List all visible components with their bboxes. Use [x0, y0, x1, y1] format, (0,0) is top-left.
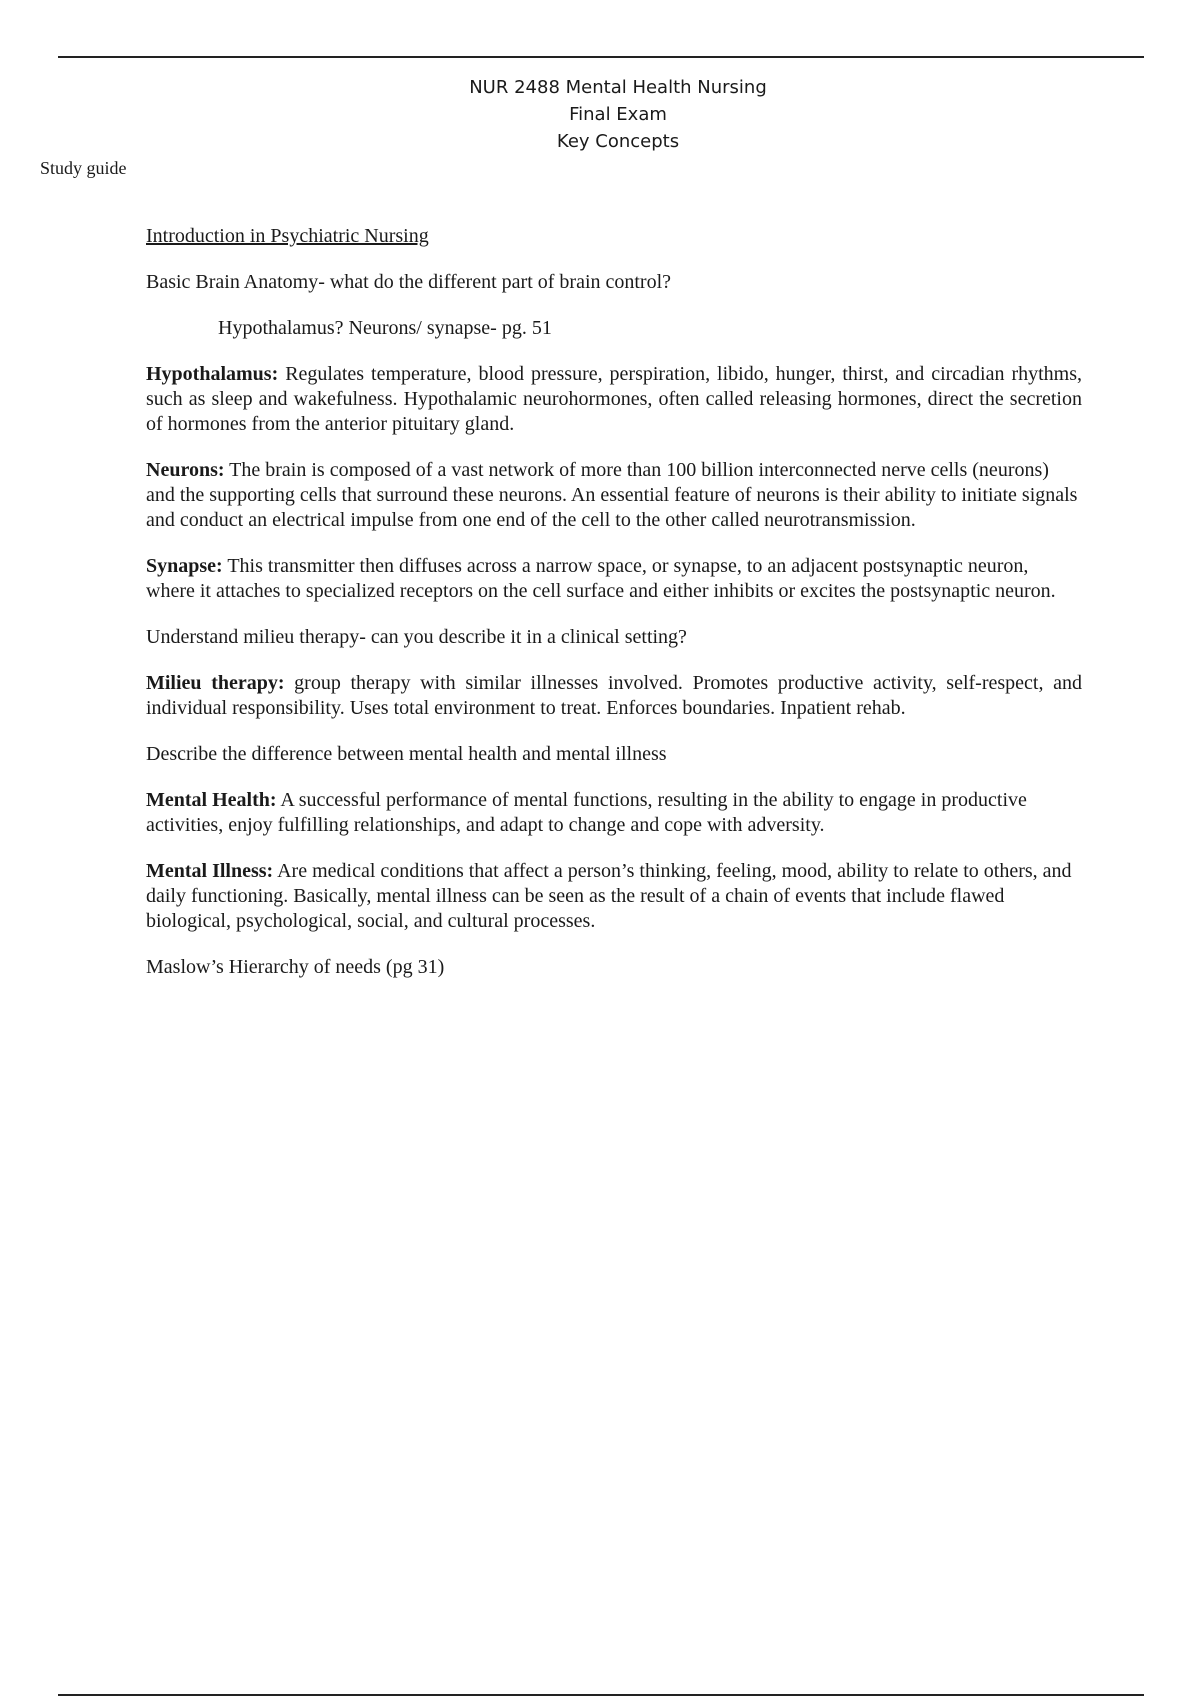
question-brain-subtopics: Hypothalamus? Neurons/ synapse- pg. 51 [218, 317, 552, 339]
term-hypothalamus: Hypothalamus: [146, 363, 279, 385]
document-header [0, 74, 1200, 155]
section-title: Introduction in Psychiatric Nursing [146, 225, 429, 247]
paragraph-mental-health [146, 788, 1082, 838]
paragraph-hypothalamus [146, 362, 1082, 437]
document-body [146, 224, 1082, 1001]
term-mental-health: Mental Health: [146, 789, 277, 811]
definition-milieu-therapy: group therapy with similar illnesses involved. Promotes productive activity, self-respect, and individual responsibility. Uses total environment to treat. Enforces boundaries. Inpatient rehab. [146, 672, 1083, 719]
subtitle: Key Concepts [556, 131, 680, 152]
definition-mental-illness: Are medical conditions that affect a person’s thinking, feeling, mood, ability to relate to others, and daily functioning. Basically, mental illness can be seen as the result of a chain of events that include flawed biological, psychological, social, and cultural processes. [146, 860, 1072, 932]
paragraph-milieu-therapy [146, 671, 1082, 721]
course-title: NUR 2488 Mental Health Nursing [469, 77, 767, 98]
term-synapse: Synapse: [146, 555, 223, 577]
paragraph-synapse [146, 554, 1082, 604]
exam-title: Final Exam [569, 104, 667, 125]
question-brain-anatomy: Basic Brain Anatomy- what do the different part of brain control? [146, 271, 672, 293]
bottom-rule [58, 1694, 1144, 1696]
paragraph-neurons [146, 458, 1082, 533]
question-milieu-therapy: Understand milieu therapy- can you describe it in a clinical setting? [146, 626, 687, 648]
study-guide-label: Study guide [40, 158, 127, 178]
definition-mental-health: A successful performance of mental functions, resulting in the ability to engage in productive activities, enjoy fulfilling relationships, and adapt to change and cope with adversity. [146, 789, 1027, 836]
term-mental-illness: Mental Illness: [146, 860, 274, 882]
question-health-vs-illness: Describe the difference between mental health and mental illness [146, 743, 667, 765]
term-neurons: Neurons: [146, 459, 225, 481]
definition-synapse: This transmitter then diffuses across a narrow space, or synapse, to an adjacent postsynaptic neuron, where it attaches to specialized receptors on the cell surface and either inhibits or excites the postsynaptic neuron. [146, 555, 1056, 602]
definition-neurons: The brain is composed of a vast network of more than 100 billion interconnected nerve cells (neurons) and the supporting cells that surround these neurons. An essential feature of neurons is their ability to initiate signals and conduct an electrical impulse from one end of the cell to the other called neurotransmission. [146, 459, 1078, 531]
term-milieu-therapy: Milieu therapy: [146, 672, 285, 694]
definition-hypothalamus: Regulates temperature, blood pressure, perspiration, libido, hunger, thirst, and circadian rhythms, such as sleep and wakefulness. Hypothalamic neurohormones, often called releasing hormones, direct the secretion of hormones from the anterior pituitary gland. [146, 363, 1082, 435]
paragraph-mental-illness [146, 859, 1082, 934]
question-maslow: Maslow’s Hierarchy of needs (pg 31) [146, 956, 445, 978]
top-rule [58, 56, 1144, 58]
